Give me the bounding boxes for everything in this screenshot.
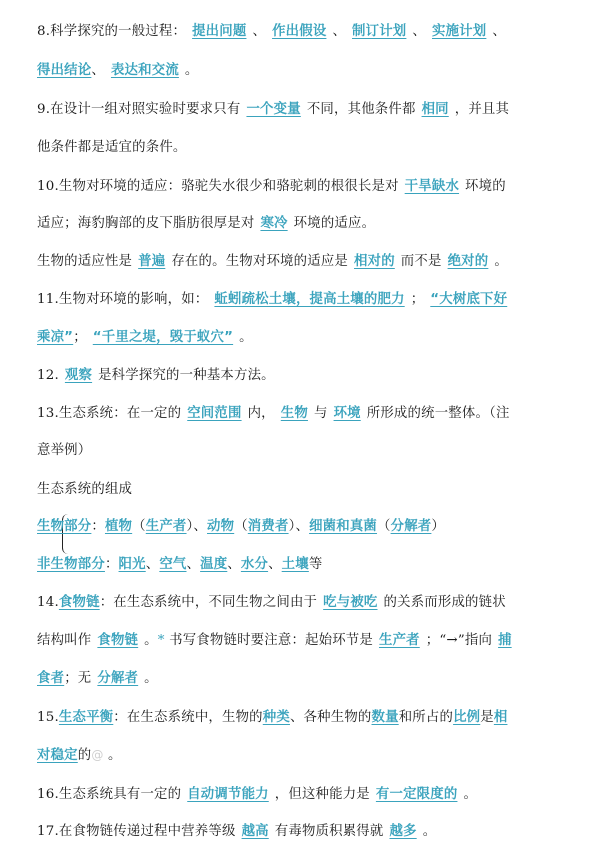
answer-blank: 普遍 (138, 254, 166, 269)
item-9-line-1 (37, 101, 567, 119)
item-12-line-1 (37, 367, 567, 385)
item-15-line-2 (37, 746, 567, 765)
biotic-part-line (37, 518, 567, 536)
separator: ）、 (288, 519, 310, 534)
answer-blank: 生物 (280, 406, 308, 421)
answer-blank: 食物链 (97, 633, 139, 648)
separator: 。 (108, 748, 122, 763)
separator: ） (431, 519, 445, 534)
answer-blank: “千里之堤，毁于蚁穴” (92, 330, 234, 345)
answer-blank: 植物 (104, 519, 133, 534)
question-text: 的 (77, 748, 92, 763)
question-text: ；“→”指向 (425, 633, 493, 648)
answer-blank: 乘凉” (37, 330, 74, 345)
question-text: 16.生态系统具有一定的 (37, 787, 182, 802)
answer-blank: 一个变量 (246, 102, 301, 117)
question-text: 结构叫作 (37, 633, 92, 648)
question-text: 而不是 (400, 254, 442, 269)
question-text: 10.生物对环境的适应：骆驼失水很少和骆驼刺的根很长是对 (37, 179, 399, 194)
item-11-line-1 (37, 291, 567, 309)
question-text: 14. (37, 595, 59, 610)
question-text: 不同，其他条件都 (306, 102, 416, 117)
question-text: 。 (463, 787, 478, 802)
item-11-line-2 (37, 329, 567, 347)
question-text: 所形成的统一整体。（注 (366, 406, 510, 421)
answer-blank: 食者 (37, 671, 65, 686)
answer-blank: 空间范围 (187, 406, 242, 421)
question-text: 11.生物对环境的影响，如： (37, 292, 209, 307)
star-mark: * (157, 633, 165, 648)
answer-blank: 生态平衡 (58, 710, 114, 725)
item-8-line-1 (37, 23, 567, 41)
abiotic-part-line (37, 556, 567, 574)
question-text: ：在生态系统中，生物的 (113, 710, 263, 725)
answer-blank: 越高 (241, 824, 269, 839)
item-10-line-2 (37, 215, 567, 233)
question-text: ，并且其 (454, 102, 510, 117)
answer-blank: 阳光 (118, 557, 146, 572)
answer-blank: 提出问题 (192, 24, 247, 39)
separator: （ (377, 519, 391, 534)
item-10-line-3 (37, 253, 567, 271)
question-text: 生物的适应性是 (37, 254, 133, 269)
answer-blank: 温度 (200, 557, 228, 572)
item-10-line-1 (37, 178, 567, 196)
item-14-line-1 (37, 594, 567, 612)
question-text: 与 (313, 406, 328, 421)
answer-blank: 分解者 (97, 671, 139, 686)
item-13-line-1 (37, 405, 567, 423)
section-heading: 生态系统的组成 (37, 482, 133, 497)
answer-blank: 观察 (64, 368, 93, 383)
answer-blank: 细菌和真菌 (309, 519, 378, 534)
item-13-line-2 (37, 442, 567, 460)
item-16-line-1 (37, 786, 567, 804)
answer-blank: 动物 (207, 519, 235, 534)
question-text: 等 (308, 557, 323, 572)
question-text: ，但这种能力是 (274, 787, 370, 802)
item-14-line-2 (37, 632, 567, 650)
question-text: 书写食物链时要注意：起始环节是 (169, 633, 373, 648)
answer-blank: 土壤 (281, 557, 309, 572)
answer-blank: 消费者 (247, 519, 289, 534)
separator: 、 (186, 557, 201, 572)
answer-blank: 干旱缺水 (404, 179, 460, 194)
answer-blank: 表达和交流 (110, 63, 179, 78)
answer-blank: 分解者 (390, 519, 432, 534)
question-text: 12. (37, 368, 59, 383)
question-text: 他条件都是适宜的条件。 (37, 140, 187, 155)
answer-blank: 生产者 (378, 633, 420, 648)
item-17-line-1 (37, 823, 567, 841)
question-text: 存在的。生物对环境的适应是 (171, 254, 349, 269)
answer-blank: 食物链 (58, 595, 100, 610)
separator: 。 (144, 671, 158, 686)
question-text: 内， (247, 406, 275, 421)
answer-blank: 有一定限度的 (375, 787, 458, 802)
item-9-line-2 (37, 139, 567, 157)
answer-blank: 自动调节能力 (187, 787, 269, 802)
question-text: ：在生态系统中，不同生物之间由于 (99, 595, 318, 610)
separator: 。 (239, 330, 253, 345)
question-text: ；无 (64, 671, 92, 686)
question-text: 、各种生物的 (289, 710, 372, 725)
separator: 。 (144, 633, 158, 648)
answer-blank: 相 (493, 710, 508, 725)
question-text: 。 (422, 824, 437, 839)
answer-blank: 环境 (333, 406, 361, 421)
answer-blank: 数量 (371, 710, 399, 725)
separator: 、 (332, 24, 347, 39)
answer-blank: 种类 (262, 710, 290, 725)
answer-blank: 实施计划 (432, 24, 487, 39)
question-text: 17.在食物链传递过程中营养等级 (37, 824, 236, 839)
question-text: 是科学探究的一种基本方法。 (98, 368, 275, 383)
answer-blank: 越多 (389, 824, 417, 839)
answer-blank: 制订计划 (352, 24, 407, 39)
item-8-line-2 (37, 62, 567, 80)
answer-blank: 非生物部分 (37, 557, 105, 572)
separator: ； (410, 292, 425, 307)
answer-blank: 绝对的 (447, 254, 489, 269)
answer-blank: 对稳定 (37, 748, 78, 763)
separator: 、 (492, 24, 506, 39)
answer-blank: 吃与被吃 (323, 595, 378, 610)
question-text: 的关系而形成的链状 (383, 595, 506, 610)
separator: ）、 (186, 519, 208, 534)
answer-blank: 比例 (453, 710, 481, 725)
answer-blank: 生产者 (145, 519, 187, 534)
item-14-line-3 (37, 670, 567, 688)
answer-blank: 相对的 (354, 254, 395, 269)
separator: 。 (184, 63, 199, 78)
separator: 、 (268, 557, 282, 572)
separator: （ (132, 519, 146, 534)
answer-blank: 空气 (159, 557, 187, 572)
separator: 、 (252, 24, 267, 39)
question-text: 环境的适应。 (293, 216, 376, 231)
question-text: 和所占的 (398, 710, 454, 725)
separator: 、 (227, 557, 241, 572)
separator: （ (234, 519, 248, 534)
answer-blank: 捕 (498, 633, 512, 648)
separator: ； (73, 330, 87, 345)
item-15-line-1 (37, 709, 567, 727)
watermark-mark: @ (91, 748, 104, 762)
question-text: 有毒物质积累得就 (274, 824, 384, 839)
separator: ： (104, 557, 119, 572)
question-text: 8.科学探究的一般过程： (37, 24, 187, 39)
question-text: 适应；海豹胸部的皮下脂肪很厚是对 (37, 216, 255, 231)
question-text: 9.在设计一组对照实验时要求只有 (37, 102, 241, 117)
answer-blank: 水分 (240, 557, 269, 572)
question-text: 。 (494, 254, 508, 269)
answer-blank: 寒冷 (260, 216, 288, 231)
question-text: 意举例） (37, 443, 92, 458)
separator: 、 (412, 24, 426, 39)
answer-blank: 作出假设 (272, 24, 327, 39)
answer-blank: “大树底下好 (430, 292, 508, 307)
separator: 、 (91, 63, 105, 78)
question-text: 15. (37, 710, 59, 725)
separator: ： (91, 519, 105, 534)
separator: 、 (145, 557, 160, 572)
question-text: 是 (480, 710, 494, 725)
answer-blank: 蚯蚓疏松土壤，提高土壤的肥力 (214, 292, 405, 307)
ecosystem-composition-heading (37, 481, 567, 499)
question-text: 环境的 (465, 179, 506, 194)
answer-blank: 相同 (421, 102, 449, 117)
answer-blank: 得出结论 (37, 63, 92, 78)
question-text: 13.生态系统：在一定的 (37, 406, 182, 421)
answer-blank: 生物部分 (37, 519, 92, 534)
